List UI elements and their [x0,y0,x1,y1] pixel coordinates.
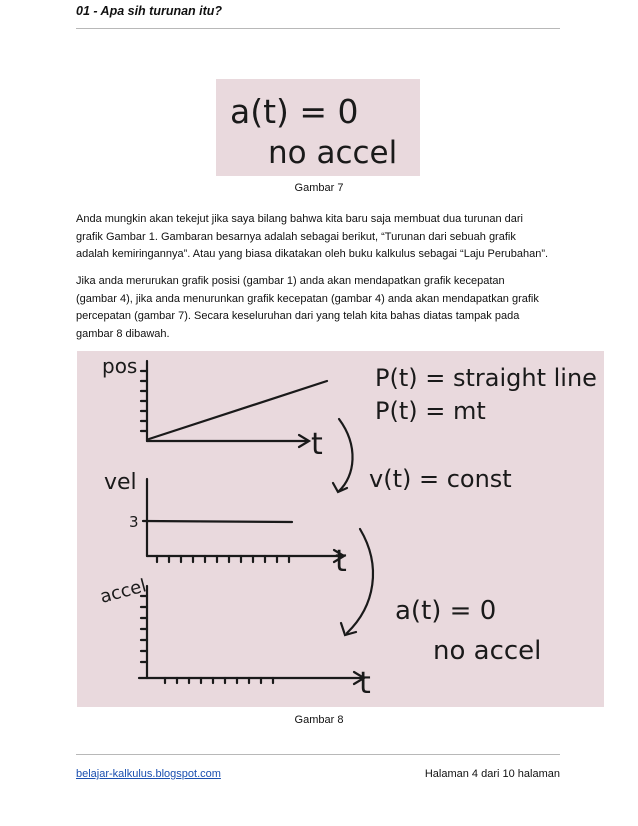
curved-arrow-1 [339,419,353,491]
paragraph-line: grafik Gambar 1. Gambaran besarnya adalah sebagai berikut, “Turunan dari sebuah grafik [76,230,516,243]
accel-y-ticks [141,596,147,662]
paragraph-line: percepatan (gambar 7). Secara keseluruhan dari yang telah kita bahas diatas tampak pada [76,310,520,322]
page-number: Halaman 4 dari 10 halaman [424,768,560,780]
equation-3: v(t) = const [369,465,512,493]
pos-label: pos [102,354,138,378]
vel-label: vel [104,470,137,495]
figure-8-image [77,351,604,707]
paragraph-2 [76,273,576,343]
equation-4: a(t) = 0 [395,596,497,626]
header-divider [76,28,560,29]
curved-arrow-2 [347,529,373,633]
pos-t-label: t [311,427,323,462]
figure-7-image [216,79,420,176]
pos-line [149,381,327,439]
vel-t-label: t [335,544,347,579]
figure-8-caption: Gambar 8 [294,714,344,726]
equation-1: P(t) = straight line [375,364,597,392]
figure-7-caption: Gambar 7 [294,182,344,194]
paragraph-line: Jika anda merurukan grafik posisi (gambar 1) anda akan mendapatkan grafik kecepatan [76,275,505,287]
figure-7-line2: no accel [268,135,398,171]
pos-y-ticks [141,371,147,431]
paragraph-line: Anda mungkin akan tekejut jika saya bilang bahwa kita baru saja membuat dua turunan dari [76,213,523,225]
footer-link[interactable]: belajar-kalkulus.blogspot.com [76,768,221,780]
paragraph-line: (gambar 4), jika anda menurunkan grafik kecepatan (gambar 4) anda akan mendapatkan grafik [76,292,539,305]
paragraph-line: adalah kemiringannya”. Atau yang biasa dikatakan oleh buku kalkulus sebagai “Laju Perubahan”. [76,248,549,260]
accel-label: accel [97,575,149,608]
paragraph-line: gambar 8 dibawah. [76,327,170,340]
vel-tick-label: 3 [129,513,139,531]
page-header-title: 01 - Apa sih turunan itu? [76,4,223,18]
equation-5: no accel [433,636,542,666]
footer-divider [76,754,560,755]
figure-7-line1: a(t) = 0 [230,92,359,131]
accel-t-label: t [359,666,371,701]
paragraph-1 [76,211,576,264]
equation-2: P(t) = mt [375,397,486,425]
vel-line [143,521,292,522]
